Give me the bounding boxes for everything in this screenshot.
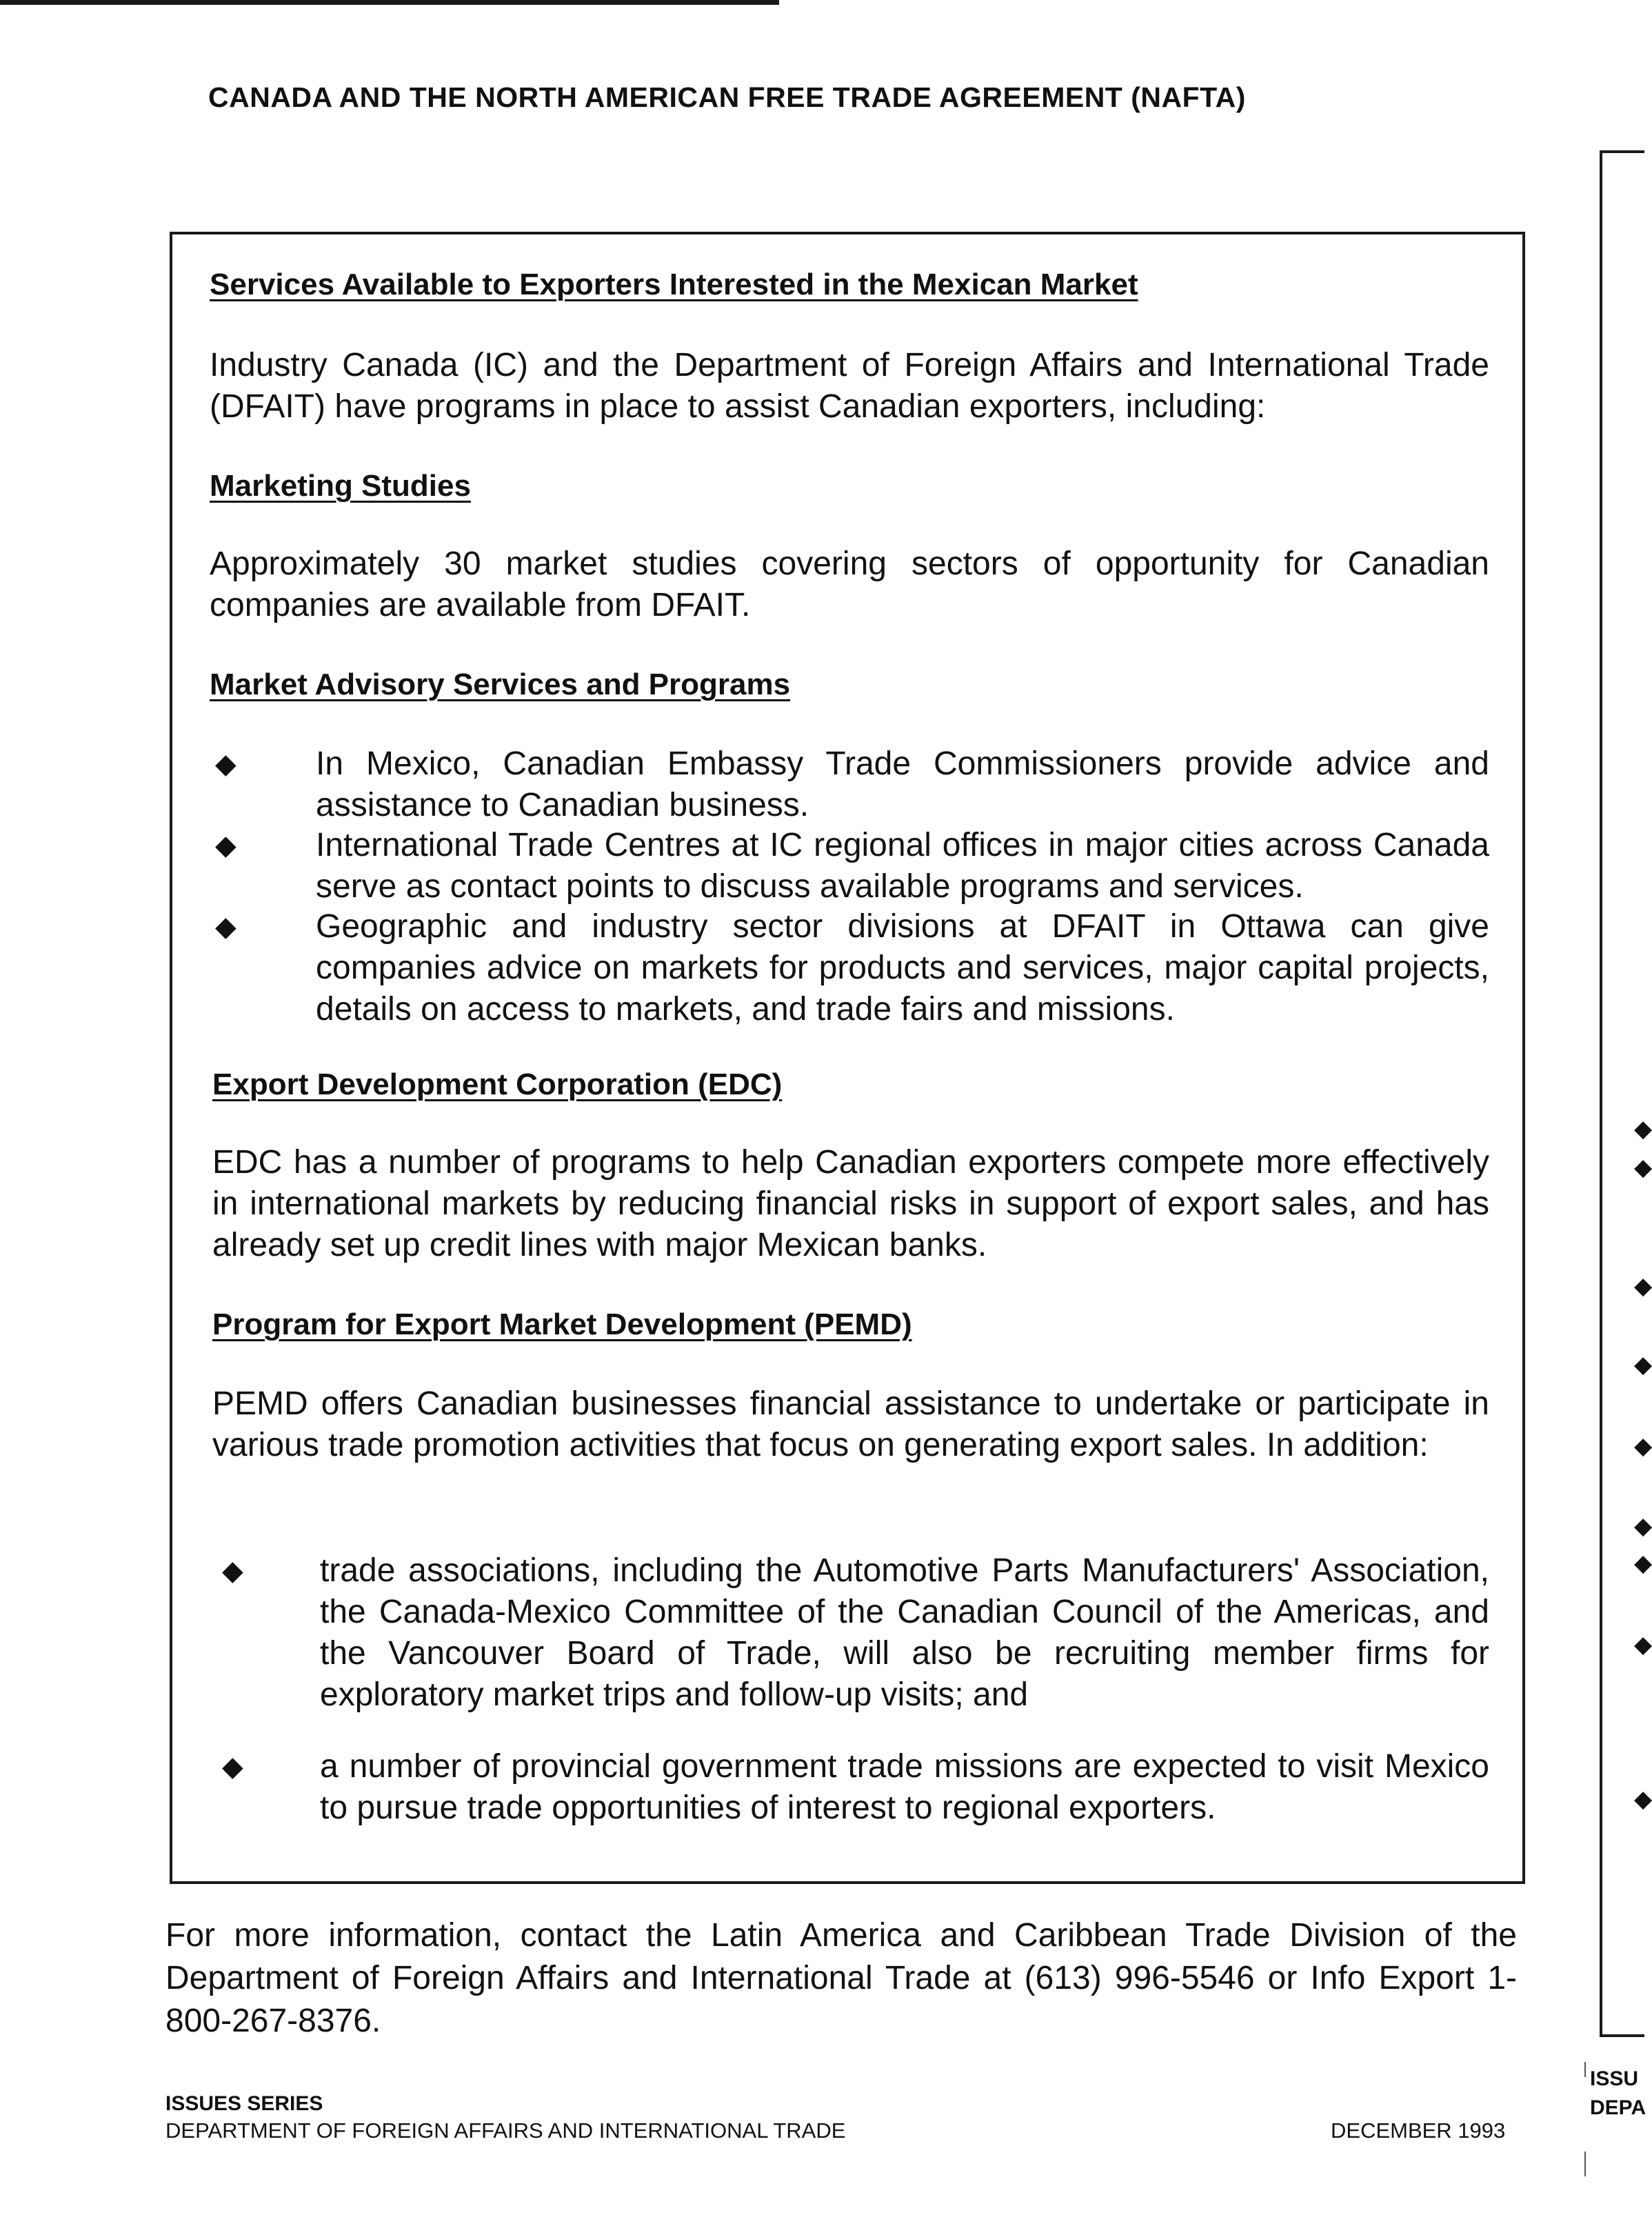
advisory-bullet-1: In Mexico, Canadian Embassy Trade Commissioners provide advice and assistance to Canadian business. <box>316 745 1489 823</box>
adjacent-diamond-icon: ◆ <box>1634 1154 1652 1181</box>
marketing-studies-heading: Marketing Studies <box>210 469 471 503</box>
edc-heading: Export Development Corporation (EDC) <box>212 1068 783 1101</box>
document-title: CANADA AND THE NORTH AMERICAN FREE TRADE AGREEMENT (NAFTA) <box>208 81 1246 113</box>
adjacent-series-label: ISSU <box>1590 2067 1639 2090</box>
adjacent-diamond-icon: ◆ <box>1634 1273 1652 1299</box>
pemd-paragraph: PEMD offers Canadian businesses financial assistance to undertake or participate in various trade promotion activities that focus on generating export sales. In addition: <box>212 1385 1489 1463</box>
pemd-bullet-1: trade associations, including the Automotive Parts Manufacturers' Association, the Canada-Mexico Committee of the Canadian Council of the Americas, and the Vancouver Board of Trade, will also be recruiting member firms for exploratory market trips and follow-up visits; and <box>320 1552 1489 1713</box>
department-label: DEPARTMENT OF FOREIGN AFFAIRS AND INTERNATIONAL TRADE <box>165 2118 846 2143</box>
adjacent-diamond-icon: ◆ <box>1634 1632 1652 1658</box>
series-label: ISSUES SERIES <box>165 2092 323 2115</box>
diamond-bullet-icon: ◆ <box>222 1556 243 1586</box>
diamond-bullet-icon: ◆ <box>215 749 236 779</box>
scan-mark <box>1584 2062 1586 2077</box>
scan-mark <box>1584 2152 1586 2176</box>
adjacent-diamond-icon: ◆ <box>1634 1352 1652 1378</box>
diamond-bullet-icon: ◆ <box>215 830 236 861</box>
advisory-bullet-3: Geographic and industry sector divisions at DFAIT in Ottawa can give companies advice on markets for products and services, major capital projects, details on access to markets, and trade fairs and missions. <box>316 908 1489 1028</box>
pemd-heading: Program for Export Market Development (PEMD) <box>212 1307 912 1341</box>
top-scan-rule <box>0 0 779 5</box>
adjacent-page-border-bottom <box>1600 2034 1644 2037</box>
adjacent-diamond-icon: ◆ <box>1634 1513 1652 1539</box>
pemd-bullet-2: a number of provincial government trade missions are expected to visit Mexico to pursue trade opportunities of interest to regional exporters. <box>320 1748 1489 1826</box>
adjacent-department-label: DEPA <box>1590 2096 1646 2119</box>
contact-paragraph: For more information, contact the Latin America and Caribbean Trade Division of the Department of Foreign Affairs and International Trade at (613) 996-5546 or Info Export 1-800-267-8376. <box>165 1917 1517 2039</box>
adjacent-page-border-top <box>1600 150 1644 153</box>
intro-paragraph: Industry Canada (IC) and the Department of Foreign Affairs and International Trade (DFAIT) have programs in place to assist Canadian exporters, including: <box>210 347 1489 425</box>
adjacent-diamond-icon: ◆ <box>1634 1433 1652 1459</box>
services-box <box>170 232 1525 1884</box>
adjacent-diamond-icon: ◆ <box>1634 1116 1652 1142</box>
edc-paragraph: EDC has a number of programs to help Canadian exporters compete more effectively in international markets by reducing financial risks in support of export sales, and has already set up credit lines with major Mexican banks. <box>212 1144 1489 1263</box>
adjacent-diamond-icon: ◆ <box>1634 1786 1652 1812</box>
diamond-bullet-icon: ◆ <box>215 912 236 942</box>
adjacent-diamond-icon: ◆ <box>1634 1550 1652 1576</box>
date-label: DECEMBER 1993 <box>1331 2118 1506 2143</box>
diamond-bullet-icon: ◆ <box>222 1752 243 1782</box>
services-heading: Services Available to Exporters Interested in the Mexican Market <box>210 268 1138 301</box>
advisory-bullet-2: International Trade Centres at IC regional offices in major cities across Canada serve as contact points to discuss available programs and services. <box>316 827 1489 905</box>
adjacent-page-border-left <box>1600 150 1602 2036</box>
marketing-studies-paragraph: Approximately 30 market studies covering sectors of opportunity for Canadian companies are available from DFAIT. <box>210 545 1489 623</box>
market-advisory-heading: Market Advisory Services and Programs <box>210 668 791 701</box>
